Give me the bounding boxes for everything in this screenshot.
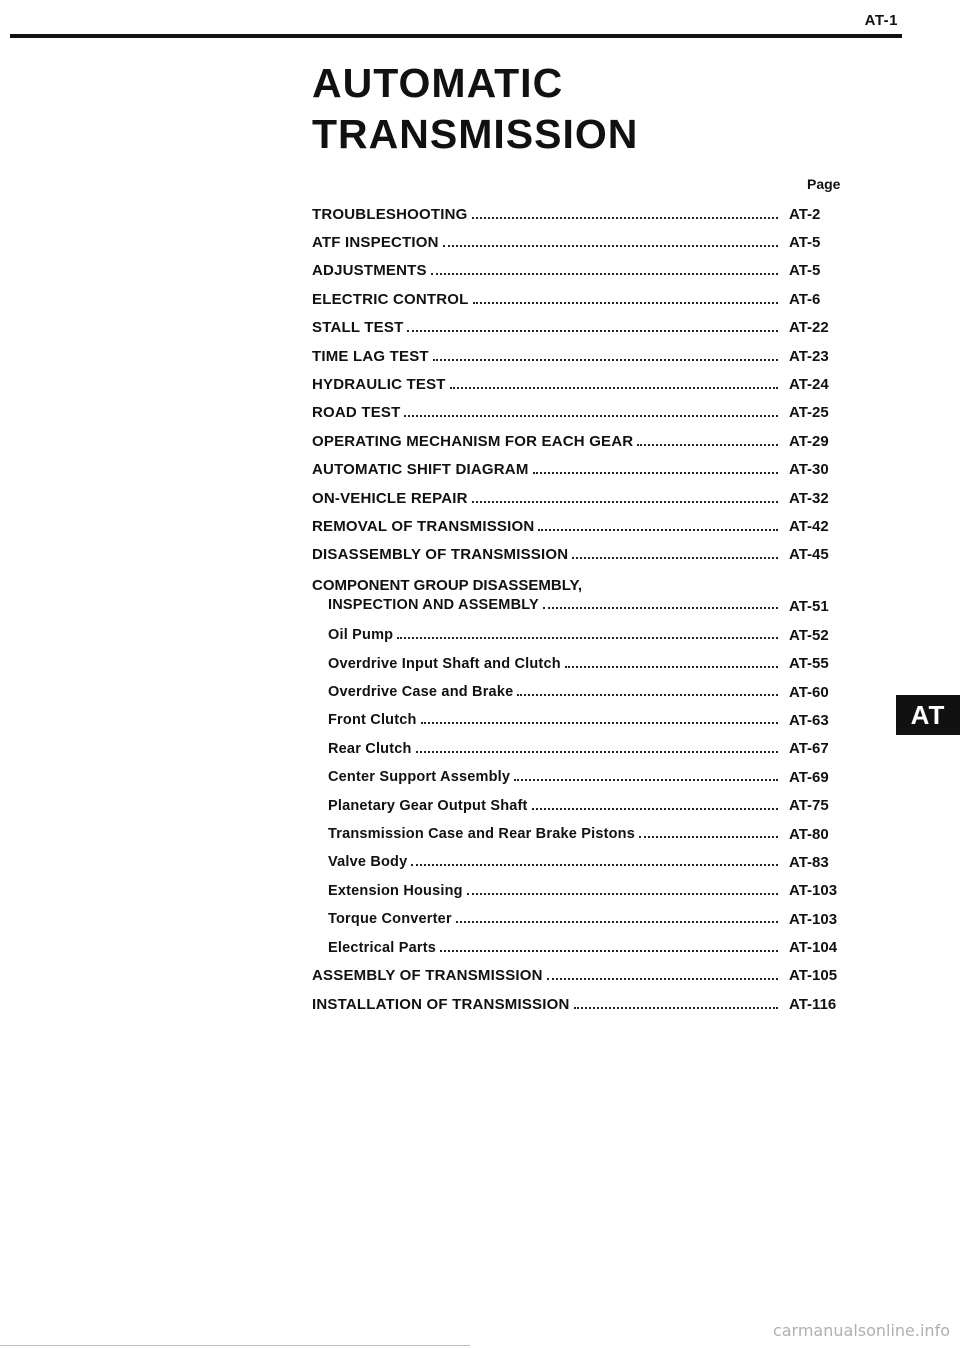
toc-entry[interactable] (312, 820, 872, 848)
toc-entry[interactable] (312, 791, 872, 819)
toc-entry[interactable] (312, 990, 872, 1018)
toc-entry-page: AT-103 (789, 882, 838, 900)
toc-entry[interactable] (312, 399, 872, 427)
toc-entry-label: INSTALLATION OF TRANSMISSION (312, 995, 570, 1013)
dot-leader (514, 779, 778, 781)
toc-entry-page: AT-51 (789, 598, 829, 616)
dot-leader (472, 501, 778, 503)
page-number: AT-1 (864, 12, 898, 29)
toc-entry[interactable] (312, 200, 872, 228)
toc-entry-label: Front Clutch (328, 712, 417, 729)
toc-entry[interactable] (312, 285, 872, 313)
dot-leader (440, 950, 778, 952)
toc-entry-label: Oil Pump (328, 627, 394, 644)
toc-entry[interactable] (312, 735, 872, 763)
toc-entry-page: AT-116 (789, 995, 837, 1013)
toc-entry[interactable] (312, 569, 872, 621)
toc-entry-page: AT-29 (789, 432, 829, 450)
toc-entry[interactable] (312, 649, 872, 677)
toc-entry-page: AT-22 (789, 319, 829, 337)
toc-entry-label: ASSEMBLY OF TRANSMISSION (312, 967, 543, 985)
toc-entry-label: OPERATING MECHANISM FOR EACH GEAR (312, 432, 634, 450)
toc-entry-label: Transmission Case and Rear Brake Pistons (328, 826, 635, 842)
toc-entry[interactable] (312, 342, 872, 370)
toc-entry-label-line1: COMPONENT GROUP DISASSEMBLY, (312, 577, 583, 595)
dot-leader (407, 330, 778, 332)
toc-entry-label: ADJUSTMENTS (312, 262, 427, 280)
toc-entry-page: AT-5 (789, 234, 821, 252)
toc-entry[interactable] (312, 512, 872, 540)
toc-entry-page: AT-75 (789, 797, 829, 815)
toc-entry-label: STALL TEST (312, 319, 404, 337)
toc-entry-page: AT-63 (789, 711, 829, 729)
toc-entry-page: AT-5 (789, 262, 821, 280)
dot-leader (443, 245, 778, 247)
title-line-2: TRANSMISSION (312, 111, 639, 157)
dot-leader (517, 694, 778, 696)
dot-leader (538, 529, 778, 531)
toc-entry-label: Valve Body (328, 854, 408, 871)
toc-entry-page: AT-25 (789, 404, 829, 422)
section-tab[interactable]: AT (896, 695, 960, 735)
dot-leader (456, 921, 778, 923)
toc-entry[interactable] (312, 314, 872, 342)
toc-entry-label: HYDRAULIC TEST (312, 376, 446, 394)
toc-entry-label: ELECTRIC CONTROL (312, 290, 469, 308)
toc-entry-page: AT-52 (789, 626, 829, 644)
dot-leader (637, 444, 778, 446)
dot-leader (404, 415, 778, 417)
dot-leader (450, 387, 778, 389)
title-line-1: AUTOMATIC (312, 60, 564, 106)
toc-entry-label: ON-VEHICLE REPAIR (312, 489, 468, 507)
toc-entry[interactable] (312, 877, 872, 905)
header-rule (10, 34, 902, 38)
toc-entry-page: AT-69 (789, 768, 829, 786)
dot-leader (574, 1007, 778, 1009)
toc-entry[interactable] (312, 905, 872, 933)
toc-entry[interactable] (312, 427, 872, 455)
toc-entry[interactable] (312, 484, 872, 512)
dot-leader (467, 893, 778, 895)
dot-leader (547, 978, 778, 980)
toc-entry-page: AT-42 (789, 517, 829, 535)
toc-entry-label: INSPECTION AND ASSEMBLY (328, 597, 539, 614)
page-column-label: Page (807, 176, 841, 192)
toc-entry-page: AT-45 (789, 546, 829, 564)
toc-entry-page: AT-103 (789, 910, 838, 928)
bottom-divider (0, 1345, 470, 1346)
toc-entry-label: Extension Housing (328, 882, 463, 899)
toc-entry-label: Rear Clutch (328, 740, 412, 757)
toc-entry-page: AT-2 (789, 205, 821, 223)
toc-entry-page: AT-30 (789, 461, 829, 479)
dot-leader (411, 864, 778, 866)
toc-entry[interactable] (312, 621, 872, 649)
toc-entry[interactable] (312, 228, 872, 256)
dot-leader (397, 637, 778, 639)
toc-entry-label: TIME LAG TEST (312, 347, 429, 365)
toc-entry[interactable] (312, 706, 872, 734)
toc-entry-label: ROAD TEST (312, 404, 401, 422)
toc-entry-label: Electrical Parts (328, 939, 436, 956)
toc-entry-page: AT-105 (789, 967, 838, 985)
dot-leader (433, 359, 778, 361)
toc-entry-label: Planetary Gear Output Shaft (328, 797, 528, 814)
toc-entry[interactable] (312, 456, 872, 484)
toc-entry-label: AUTOMATIC SHIFT DIAGRAM (312, 461, 529, 479)
dot-leader (532, 808, 778, 810)
dot-leader (473, 302, 778, 304)
dot-leader (543, 607, 778, 609)
toc-entry[interactable] (312, 848, 872, 876)
toc-entry[interactable] (312, 962, 872, 990)
toc-entry-label: ATF INSPECTION (312, 234, 439, 252)
toc-entry-label: Overdrive Input Shaft and Clutch (328, 655, 561, 672)
dot-leader (421, 722, 778, 724)
toc-entry-label: Torque Converter (328, 911, 452, 928)
toc-entry-page: AT-80 (789, 825, 829, 843)
toc-entry-page: AT-55 (789, 655, 829, 673)
dot-leader (472, 217, 779, 219)
toc-entry[interactable] (312, 678, 872, 706)
toc-entry-page: AT-67 (789, 740, 829, 758)
toc-entry-page: AT-60 (789, 683, 829, 701)
dot-leader (565, 666, 778, 668)
watermark: carmanualsonline.info (772, 1321, 950, 1340)
toc-entry-label: REMOVAL OF TRANSMISSION (312, 517, 535, 535)
toc-entry-label: Overdrive Case and Brake (328, 684, 514, 701)
dot-leader (572, 557, 778, 559)
dot-leader (416, 751, 778, 753)
dot-leader (431, 273, 778, 275)
page-title (312, 58, 638, 160)
toc-entry[interactable] (312, 541, 872, 569)
toc-entry-label: DISASSEMBLY OF TRANSMISSION (312, 546, 569, 564)
toc-entry-page: AT-6 (789, 290, 821, 308)
toc-entry[interactable] (312, 370, 872, 398)
toc-entry[interactable] (312, 763, 872, 791)
toc-entry-label: TROUBLESHOOTING (312, 205, 468, 223)
toc-entry-page: AT-83 (789, 853, 829, 871)
toc-entry-page: AT-24 (789, 376, 829, 394)
toc-entry-label: Center Support Assembly (328, 769, 511, 786)
toc-entry-page: AT-32 (789, 489, 829, 507)
toc-entry-page: AT-23 (789, 347, 829, 365)
toc-entry[interactable] (312, 257, 872, 285)
dot-leader (533, 472, 778, 474)
table-of-contents (312, 200, 872, 1019)
toc-entry[interactable] (312, 933, 872, 961)
dot-leader (639, 836, 778, 838)
toc-entry-page: AT-104 (789, 939, 838, 957)
